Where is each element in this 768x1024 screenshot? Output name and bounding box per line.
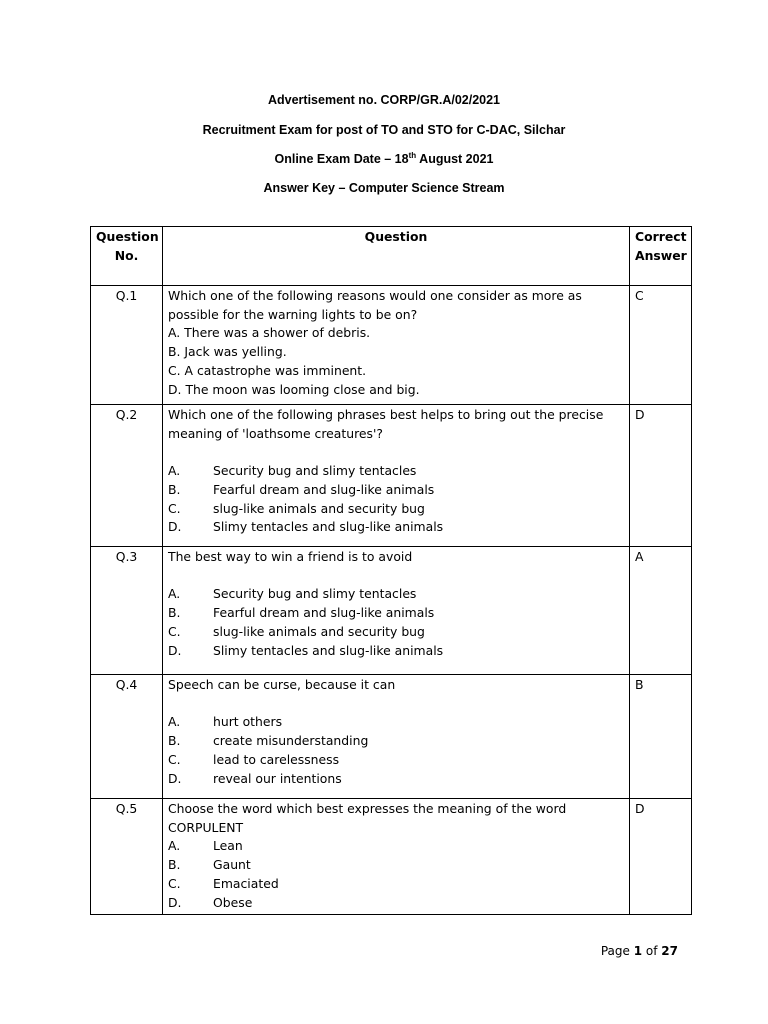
option: B. Jack was yelling. [168, 344, 287, 360]
option: A. There was a shower of debris. [168, 325, 371, 341]
option: D. Obese [168, 894, 253, 910]
option: D. reveal our intentions [168, 770, 342, 786]
option: B. Fearful dream and slug-like animals [168, 605, 435, 621]
option: D. Slimy tentacles and slug-like animals [168, 519, 444, 535]
recruitment-title: Recruitment Exam for post of TO and STO for C-DAC, Silchar [202, 123, 566, 137]
question-cell [163, 675, 630, 799]
option: B. Fearful dream and slug-like animals [168, 481, 435, 497]
correct-answer: C [630, 286, 692, 405]
answer-key-table [90, 226, 692, 915]
header-correct-answer: Correct Answer [630, 227, 692, 286]
option: C. Emaciated [168, 875, 279, 891]
option: D. The moon was looming close and big. [168, 381, 420, 397]
option: C. slug-like animals and security bug [168, 500, 425, 516]
option: B. create misunderstanding [168, 733, 369, 749]
correct-answer: D [630, 405, 692, 547]
question-text: Which one of the following reasons would one consider as more as possible for the warning lights to be on? [168, 288, 582, 322]
table-row [91, 799, 692, 915]
question-cell [163, 547, 630, 675]
exam-date: Online Exam Date – 18th August 2021 [274, 151, 494, 166]
question-number: Q.1 [91, 286, 163, 405]
option: C. A catastrophe was imminent. [168, 362, 367, 378]
question-text: Speech can be curse, because it can [168, 677, 396, 692]
question-cell [163, 286, 630, 405]
advertisement-number: Advertisement no. CORP/GR.A/02/2021 [267, 93, 501, 107]
question-text: Choose the word which best expresses the meaning of the word CORPULENT [168, 801, 567, 835]
option: A. Security bug and slimy tentacles [168, 463, 417, 479]
question-cell [163, 405, 630, 547]
option: A. hurt others [168, 714, 283, 730]
option: D. Slimy tentacles and slug-like animals [168, 642, 444, 658]
question-text: Which one of the following phrases best helps to bring out the precise meaning of 'loathsome creatures'? [168, 407, 604, 441]
answer-key-title: Answer Key – Computer Science Stream [263, 181, 505, 195]
table-row [91, 675, 692, 799]
correct-answer: D [630, 799, 692, 915]
correct-answer: A [630, 547, 692, 675]
table-row [91, 547, 692, 675]
question-number: Q.4 [91, 675, 163, 799]
question-number: Q.3 [91, 547, 163, 675]
option: A. Security bug and slimy tentacles [168, 586, 417, 602]
question-number: Q.2 [91, 405, 163, 547]
question-number: Q.5 [91, 799, 163, 915]
table-row [91, 286, 692, 405]
page-footer: Page 1 of 27 [600, 944, 678, 958]
question-cell [163, 799, 630, 915]
option: B. Gaunt [168, 857, 251, 873]
header-question-no: Question No. [91, 227, 163, 286]
option: C. lead to carelessness [168, 751, 340, 767]
header-question: Question [163, 227, 630, 286]
option: A. Lean [168, 838, 243, 854]
option: C. slug-like animals and security bug [168, 623, 425, 639]
question-text: The best way to win a friend is to avoid [168, 549, 413, 564]
table-row [91, 405, 692, 547]
correct-answer: B [630, 675, 692, 799]
